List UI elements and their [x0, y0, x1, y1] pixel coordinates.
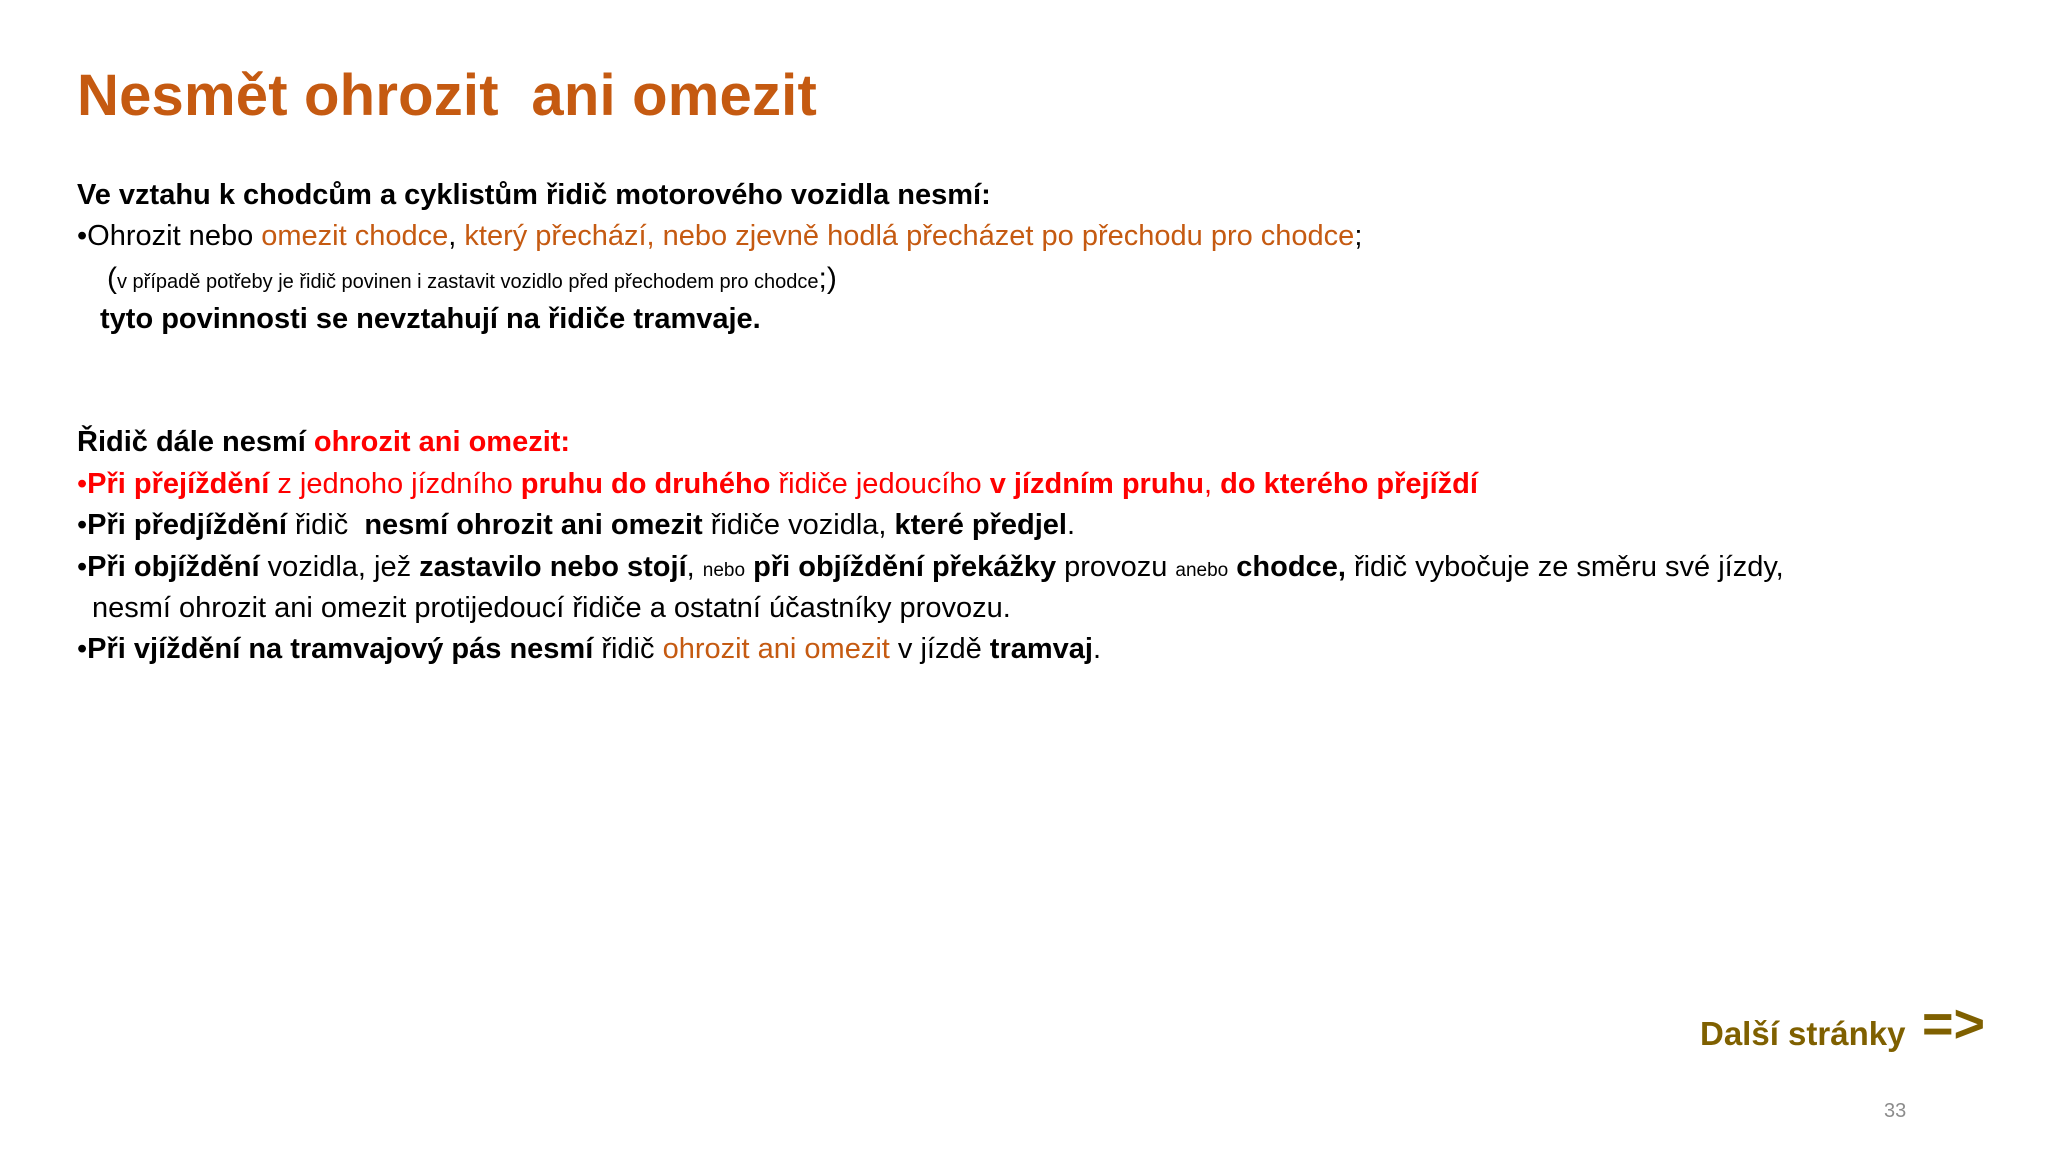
item-text — [745, 551, 753, 583]
item-text-small: nebo — [702, 560, 746, 581]
slide-title: Nesmět ohrozit ani omezit — [77, 63, 817, 128]
item-text-bold: chodce, — [1236, 551, 1346, 583]
heading-part1: Řidič dále nesmí — [77, 426, 314, 458]
item-text: z jednoho jízdního — [269, 468, 521, 500]
item-text: řidič vybočuje ze směru své jízdy, — [1345, 551, 1784, 583]
section1-exception: tyto povinnosti se nevztahují na řidiče tramvaje. — [100, 303, 761, 335]
section1-heading: Ve vztahu k chodcům a cyklistům řidič motorového vozidla nesmí: — [77, 179, 991, 211]
item-text: řidiče jedoucího — [770, 468, 990, 500]
item-text-bold: Při vjíždění na tramvajový pás nesmí — [87, 633, 594, 665]
bullet: • — [77, 468, 88, 500]
section2-item3 — [77, 550, 1784, 585]
item-text-highlight: ohrozit ani omezit — [662, 633, 890, 665]
section1-note — [107, 261, 837, 297]
bullet: • — [77, 220, 88, 252]
section2-item4 — [77, 632, 1101, 667]
item-text: . — [1092, 633, 1102, 665]
item-text: vozidla, jež — [259, 551, 420, 583]
next-arrow-icon[interactable]: => — [1922, 994, 1986, 1054]
item-text: , — [686, 551, 703, 583]
section2-heading — [77, 425, 570, 460]
page-number: 33 — [1884, 1100, 1907, 1122]
item-text-bold: zastavilo nebo stojí — [419, 551, 687, 583]
bullet: • — [77, 509, 88, 541]
item-text: , — [1203, 468, 1221, 500]
note-text: v případě potřeby je řidič povinen i zastavit vozidlo před přechodem pro chodce — [117, 271, 819, 293]
item-text-bold: Při předjíždění — [87, 509, 287, 541]
item-text: . — [1067, 509, 1076, 541]
item-text: řidiče vozidla, — [702, 509, 895, 541]
note-close: ;) — [818, 262, 837, 295]
item-text: , — [448, 220, 465, 252]
item-text-bold: nesmí ohrozit ani omezit — [364, 509, 703, 541]
item-text-bold: v jízdním pruhu — [989, 468, 1204, 500]
item-text-bold: Při objíždění — [87, 551, 260, 583]
item-text-bold: při objíždění překážky — [753, 551, 1057, 583]
item-text-bold: které předjel — [894, 509, 1067, 541]
section2-item3-continuation: nesmí ohrozit ani omezit protijedoucí řidiče a ostatní účastníky provozu. — [92, 592, 1011, 624]
item-text-highlight: omezit chodce — [261, 220, 449, 252]
item-text-bold: tramvaj — [989, 633, 1093, 665]
item-text-small: anebo — [1175, 560, 1229, 581]
bullet: • — [77, 633, 88, 665]
item-text-bold: do kterého přejíždí — [1220, 468, 1478, 500]
item-text: provozu — [1056, 551, 1176, 583]
item-text-bold: Při přejíždění — [87, 468, 270, 500]
section1-item1 — [77, 219, 1362, 254]
note-open: ( — [107, 262, 117, 295]
item-text: řidič — [286, 509, 365, 541]
heading-part2: ohrozit ani omezit: — [313, 426, 571, 458]
section2-item1 — [77, 467, 1478, 502]
item-text: v jízdě — [889, 633, 990, 665]
section2-item2 — [77, 508, 1075, 543]
next-pages-link[interactable]: Další stránky — [1700, 1015, 1906, 1052]
bullet: • — [77, 551, 88, 583]
item-text-bold: pruhu do druhého — [520, 468, 771, 500]
item-text-highlight: který přechází, nebo zjevně hodlá přecházet po přechodu pro chodce — [464, 220, 1355, 252]
item-text: řidič — [593, 633, 663, 665]
item-text: Ohrozit nebo — [87, 220, 262, 252]
item-text: ; — [1354, 220, 1363, 252]
